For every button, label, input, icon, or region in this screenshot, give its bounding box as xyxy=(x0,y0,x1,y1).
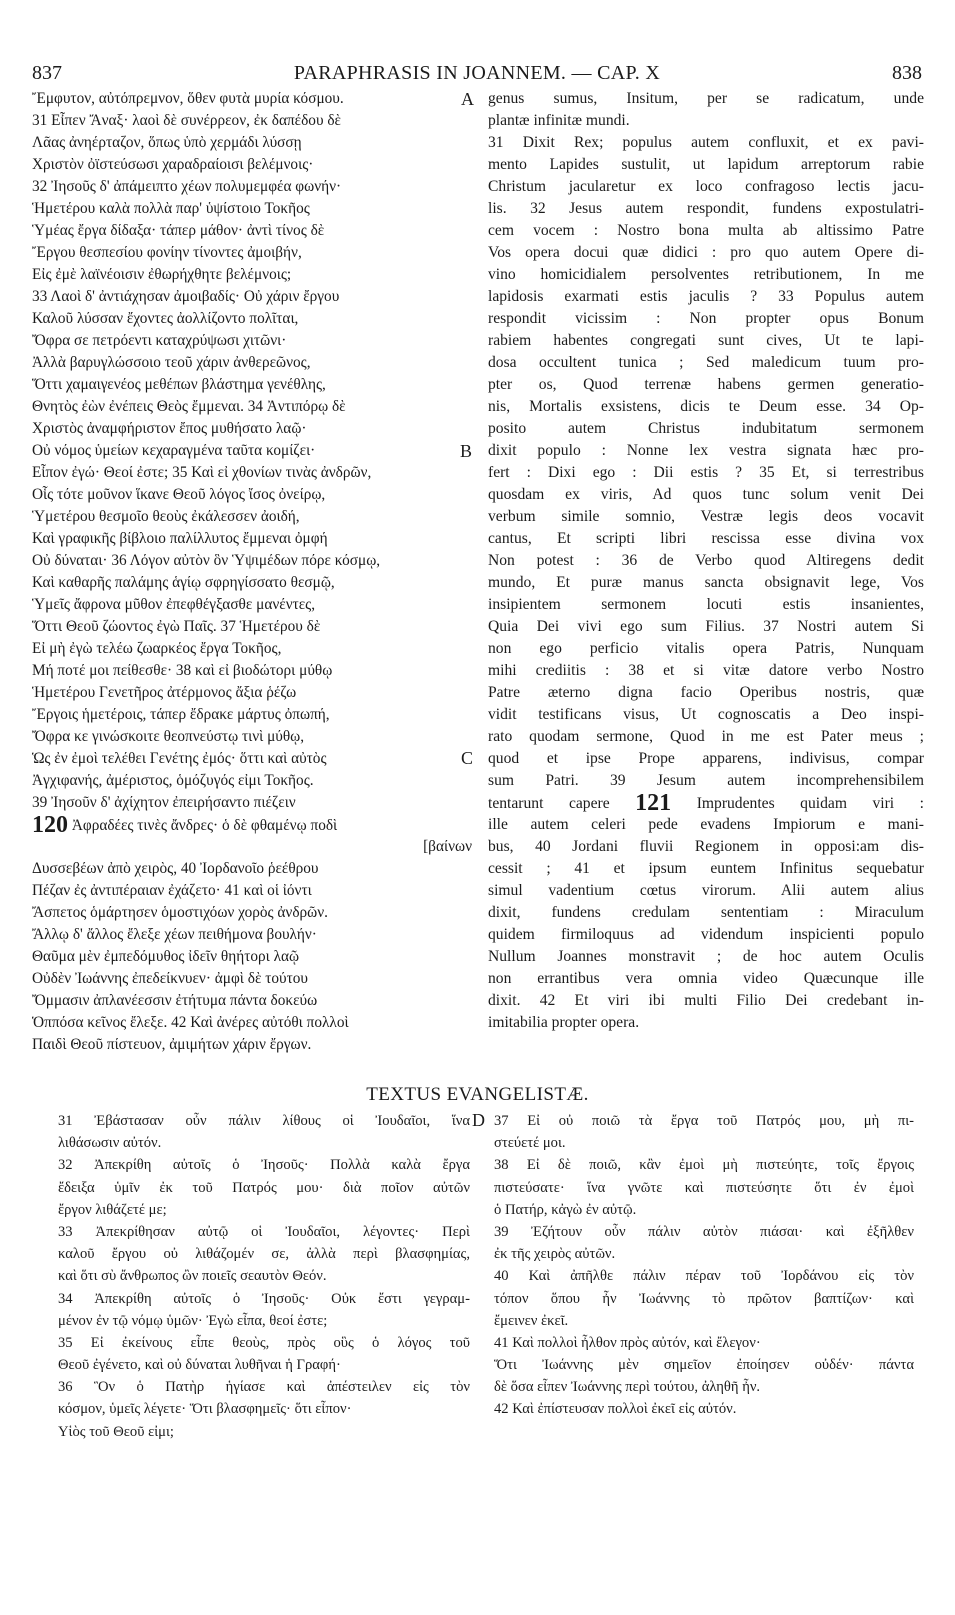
greek-verse-line: Ἡμετέρου καλὰ πολλὰ παρ' ὑψίστοιο Τοκῆος xyxy=(32,200,310,217)
margin-letter-a: A xyxy=(461,89,474,109)
greek-verse-line: Ὄμμασιν ἀπλανέεσσιν ἐτήτυμα πάντα δοκεύω xyxy=(32,992,318,1009)
greek-verse-line: 31 Εἶπεν Ἄναξ· λαοὶ δὲ συνέρρεον, ἐκ δαπέδου δὲ xyxy=(32,112,341,129)
gospel-verse-line: 41 Καὶ πολλοὶ ἦλθον πρὸς αὐτόν, καὶ ἔλεγον· xyxy=(494,1334,761,1351)
latin-paraphrase-column xyxy=(488,88,924,1034)
latin-prose-line: cem vocem : Nostro bona multa ab altissimo Patre xyxy=(488,222,924,239)
greek-verse-line: Ὁππόσα κεῖνος ἔλεξε. 42 Καὶ ἀνέρες αὐτόθι πολλοὶ xyxy=(32,1014,349,1031)
greek-verse-line: Ὑμέας ἔργα δίδαξα· τάπερ μάθον· ἀντὶ τίνος δὲ xyxy=(32,222,325,239)
latin-prose-line: sum Patri. 39 Jesum autem incomprehensibilem xyxy=(488,772,924,789)
gospel-verse-line: 40 Καὶ ἀπῆλθε πάλιν πέραν τοῦ Ἰορδάνου εἰς τὸν xyxy=(494,1268,914,1285)
greek-verse-line: Οὐ νόμος ὑμείων κεχαραγμένα ταῦτα κομίζει· xyxy=(32,442,316,459)
latin-prose-line: verbum simile somnio, Vestræ legis deos vocavit xyxy=(488,508,924,525)
greek-verse-line: Πέζαν ἐς ἀντιπέραιαν ἐχάζετο· 41 καὶ οἱ ἰόντι xyxy=(32,882,312,899)
gospel-verse-line: δὲ ὅσα εἶπεν Ἰωάννης περὶ τούτου, ἀληθῆ ἦν. xyxy=(494,1379,761,1396)
latin-prose-line: insipientem sermonem locuti estis insanientes, xyxy=(488,596,924,613)
page-number-right: 838 xyxy=(892,62,922,84)
gospel-verse-line: 42 Καὶ ἐπίστευσαν πολλοὶ ἐκεῖ εἰς αὐτόν. xyxy=(494,1401,737,1418)
latin-prose-line: genus sumus, Insitum, per se radicatum, unde xyxy=(488,90,924,107)
latin-prose-line: respondit vicissim : Non propter opus Bonum xyxy=(488,310,924,327)
gospel-verse-line: 37 Εἰ οὐ ποιῶ τὰ ἔργα τοῦ Πατρός μου, μὴ πι- xyxy=(494,1113,914,1129)
greek-line-continuation: [βαίνων xyxy=(423,838,472,855)
latin-prose-line: posito autem Christus indubitatum sermonem xyxy=(488,420,924,437)
latin-prose-line: Nullum Joannes monstravit ; de hoc autem Oculis xyxy=(488,948,924,965)
greek-verse-line: Ἀγχιφανής, ἀμέριστος, ὁμόζυγός εἰμι Τοκῆος. xyxy=(32,772,314,789)
greek-verse-line: Μή ποτέ μοι πείθεσθε· 38 καὶ εἰ βιοδώτορι μύθῳ xyxy=(32,662,333,679)
greek-verse-line: Ἀλλὰ βαρυγλώσσοιο τεοῦ χάριν ἀνθερεῶνος, xyxy=(32,354,311,371)
greek-paraphrase-column xyxy=(32,88,472,1056)
latin-line-121 xyxy=(488,792,924,814)
greek-verse-line: Θνητὸς ἐὼν ἐνέπεις Θεὸς ἔμμεναι. 34 Ἀντιπόρῳ δὲ xyxy=(32,398,346,415)
gospel-verse-line: ἔργον λιθάζετέ με; xyxy=(58,1201,167,1218)
greek-verse-line: Ὑμετέρου θεσμοῖο θεοὺς ἐκάλεσσεν ἀοιδή, xyxy=(32,508,300,525)
gospel-verse-line: τόπον ὅπου ἦν Ἰωάννης τὸ πρῶτον βαπτίζων· καὶ xyxy=(494,1290,914,1307)
latin-prose-line: ille autem celeri pede evadens Impiorum e mani- xyxy=(488,816,924,833)
latin-prose-line: mento Lapides sustulit, ut lapidum arreptorum rabie xyxy=(488,156,924,173)
greek-verse-line: Χριστὸς ἀναμφήριστον ἔπος μυθήσατο λαῷ· xyxy=(32,420,307,437)
latin-prose-line: quosdam ex viris, Ad quos tunc solum venit Dei xyxy=(488,486,924,503)
gospel-text-left-column xyxy=(58,1110,470,1443)
latin-prose-line: rato quodam sermone, Quod in me est Pater meus ; xyxy=(488,728,924,745)
latin-prose-line: dosa occultent tunica ; Sed maledicum tuum pro- xyxy=(488,354,924,371)
greek-verse-line: Ἡμετέρου Γενετῆρος ἀτέρμονος ἄξια ῥέζω xyxy=(32,684,297,701)
big-line-number: 121 xyxy=(635,792,672,814)
gospel-verse-line: πιστεύσατε· ἵνα γνῶτε καὶ πιστεύσητε ὅτι ἐν ἐμοὶ xyxy=(494,1179,914,1196)
gospel-verse-line: Υἱὸς τοῦ Θεοῦ εἰμι; xyxy=(58,1423,174,1440)
greek-verse-line: Ὄφρα σε πετρόεντι καταχρύψωσι χιτῶνι· xyxy=(32,332,287,349)
latin-prose-line: plantæ infinitæ mundi. xyxy=(488,112,630,129)
greek-verse-line: Οἷς τότε μοῦνον ἵκανε Θεοῦ λόγος ἴσος ὀνείρῳ, xyxy=(32,486,326,503)
greek-verse-line: 39 Ἰησοῦν δ' ἀχίχητον ἐπειρήσαντο πιέζειν xyxy=(32,794,296,811)
latin-prose-line: non errantibus vera omnia video Quæcunque ille xyxy=(488,970,924,987)
latin-prose-line: mundo, Et puræ manus sancta obsignavit lege, Vos xyxy=(488,574,924,591)
latin-prose-line: Quia Dei vivi ego sum Filius. 37 Nostri autem Si xyxy=(488,618,924,635)
greek-verse-line: Ἔργου θεσπεσίου φονίην τίνοντες ἀμοιβήν, xyxy=(32,244,302,261)
greek-verse-line: Ὡς ἐν ἐμοὶ τελέθει Γενέτης ἐμός· ὅττι καὶ αὐτὸς xyxy=(32,750,327,767)
greek-verse-line: Ὅττι χαμαιγενέος μεθέπων βλάστημα γενέθλης, xyxy=(32,376,326,393)
latin-prose-line: simul vadentium cœtus virorum. Alii autem alius xyxy=(488,882,924,899)
gospel-verse-line: λιθάσωσιν αὐτόν. xyxy=(58,1135,162,1152)
gospel-verse-line: 32 Ἀπεκρίθη αὐτοῖς ὁ Ἰησοῦς· Πολλὰ καλὰ ἔργα xyxy=(58,1157,470,1174)
latin-prose-line: vidit testificans visus, Ut cognoscatis a Deo inspi- xyxy=(488,706,924,723)
greek-verse-line: Λᾶας ἀνηέρταζον, ὅπως ὑπὸ χερμάδι λύσσῃ xyxy=(32,134,302,151)
gospel-verse-line: Θεοῦ ἐγένετο, καὶ οὐ δύναται λυθῆναι ἡ Γραφή· xyxy=(58,1357,341,1374)
gospel-verse-line: 35 Εἰ ἐκείνους εἶπε θεοὺς, πρὸς οὓς ὁ λόγος τοῦ xyxy=(58,1334,470,1351)
latin-prose-line: mihi crediitis : 38 et si vitæ datore verbo Nostro xyxy=(488,662,924,679)
gospel-verse-line: 34 Ἀπεκρίθη αὐτοῖς ὁ Ἰησοῦς· Οὐκ ἔστι γεγραμ- xyxy=(58,1290,470,1307)
latin-prose-line: non ego perficio vitalis opera Patris, Nunquam xyxy=(488,640,924,657)
greek-verse-line: 32 Ἰησοῦς δ' ἀπάμειπτο χέων πολυμεμφέα φωνήν· xyxy=(32,178,342,195)
greek-line-120 xyxy=(32,814,472,836)
gospel-verse-line: μένον ἐν τῷ νόμῳ ὑμῶν· Ἐγὼ εἶπα, θεοί ἐστε; xyxy=(58,1312,328,1329)
gospel-verse-line: 36 Ὃν ὁ Πατὴρ ἡγίασε καὶ ἀπέστειλεν εἰς τὸν xyxy=(58,1379,470,1396)
greek-verse-line: Καὶ καθαρῆς παλάμης ἁγίῳ σφρηγίσσατο θεσμῷ, xyxy=(32,574,335,591)
latin-prose-line: Christum jacularetur ex loco confragoso lectis jacu- xyxy=(488,178,924,195)
latin-prose-line: pter os, Quod terrenæ habens germen generatio- xyxy=(488,376,924,393)
gospel-verse-line: 31 Ἐβάστασαν οὖν πάλιν λίθους οἱ Ἰουδαῖοι, ἵνα xyxy=(58,1113,470,1129)
gospel-verse-line: ἐκ τῆς χειρὸς αὐτῶν. xyxy=(494,1246,616,1263)
gospel-verse-line: 39 Ἐζήτουν οὖν πάλιν αὐτὸν πιάσαι· καὶ ἐξῆλθεν xyxy=(494,1223,914,1240)
greek-verse-line: 33 Λαοὶ δ' ἀντιάχησαν ἀμοιβαδίς· Οὐ χάριν ἔργου xyxy=(32,288,340,305)
margin-letter-d: D xyxy=(472,1110,485,1130)
latin-prose-line: 31 Dixit Rex; populus autem confluxit, et ex pavi- xyxy=(488,134,924,151)
greek-verse-line: Εἰς ἐμὲ λαϊνέοισιν ἐθωρήχθητε βελέμνοις; xyxy=(32,266,292,283)
latin-prose-line: bus, 40 Jordani fluvii Regionem in opposi:am dis- xyxy=(488,838,924,855)
greek-verse-line: Οὐ δύναται· 36 Λόγον αὐτὸν ὃν Ὑψιμέδων πόρε κόσμῳ, xyxy=(32,552,381,569)
latin-line-text: tentarunt capere xyxy=(488,795,610,812)
latin-prose-line: quidem firmiloquus ad videndum inspicienti populo xyxy=(488,926,924,943)
greek-line-text: Ἀφραδέες τινὲς ἄνδρες· ὁ δὲ φθαμένῳ ποδὶ xyxy=(71,817,338,834)
latin-prose-line: imitabilia propter opera. xyxy=(488,1014,640,1031)
gospel-verse-line: ἔμεινεν ἐκεῖ. xyxy=(494,1312,569,1329)
latin-prose-line: cantus, Et scripti libri rescissa esse divina vox xyxy=(488,530,924,547)
greek-verse-line: Χριστὸν ὀϊστεύσωσι χαραδραίοισι βελέμνοις· xyxy=(32,156,314,173)
greek-verse-line: Ὑμεῖς ἄφρονα μῦθον ἐπεφθέγξασθε μανέντες, xyxy=(32,596,316,613)
gospel-verse-line: Ὅτι Ἰωάννης μὲν σημεῖον ἐποίησεν οὐδέν· πάντα xyxy=(494,1357,914,1374)
latin-prose-line: quod et ipse Prope apparens, indivisus, compar xyxy=(488,750,924,767)
running-header xyxy=(32,62,922,86)
greek-verse-line: Εἰ μὴ ἐγὼ τελέω ζωαρκέος ἔργα Τοκῆος, xyxy=(32,640,282,657)
latin-prose-line: dixit populo : Nonne lex vestra signata hæc pro- xyxy=(488,442,924,459)
gospel-verse-line: κόσμον, ὑμεῖς λέγετε· Ὅτι βλασφημεῖς· ὅτι εἶπον· xyxy=(58,1401,352,1418)
latin-prose-line: Patre æterno digna facio Operibus nostris, quæ xyxy=(488,684,924,701)
greek-verse-line: Οὐδὲν Ἰωάννης ἐπεδείκνυεν· ἀμφὶ δὲ τούτου xyxy=(32,970,308,987)
greek-verse-line: Ἄλλῳ δ' ἄλλος ἔλεξε χέων πειθήμονα βουλήν· xyxy=(32,926,317,943)
latin-prose-line: dixit, fundens credulam sententiam : Miraculum xyxy=(488,904,924,921)
gospel-verse-line: 38 Εἰ δὲ ποιῶ, κἂν ἐμοὶ μὴ πιστεύητε, τοῖς ἔργοις xyxy=(494,1157,914,1174)
gospel-verse-line: καλοῦ ἔργου οὐ λιθάζομέν σε, ἀλλὰ περὶ βλασφημίας, xyxy=(58,1246,470,1263)
greek-verse-line: Καλοῦ λύσσαν ἔχοντες ἀολλίζοντο πολῖται, xyxy=(32,310,299,327)
greek-verse-line: Παιδὶ Θεοῦ πίστευον, ἀμιμήτων χάριν ἔργων. xyxy=(32,1036,312,1053)
gospel-verse-line: ἔδειξα ὑμῖν ἐκ τοῦ Πατρός μου· διὰ ποῖον αὐτῶν xyxy=(58,1179,470,1196)
greek-verse-line: Ὅττι Θεοῦ ζώοντος ἐγὼ Παῖς. 37 Ἡμετέρου δὲ xyxy=(32,618,321,635)
gospel-verse-line: καὶ ὅτι σὺ ἄνθρωπος ὢν ποιεῖς σεαυτὸν Θεόν. xyxy=(58,1268,327,1285)
margin-letter-b: B xyxy=(460,441,473,461)
greek-verse-line: Δυσσεβέων ἀπὸ χειρὸς, 40 Ἰορδανοῖο ῥεέθρου xyxy=(32,860,319,877)
latin-line-text: Imprudentes quidam viri : xyxy=(696,795,924,812)
greek-verse-line: Ἄσπετος ὁμάρτησεν ὁμοστιχόων χορὸς ἀνδρῶν. xyxy=(32,904,328,921)
latin-prose-line: dixit. 42 Et viri ibi multi Filio Dei credebant in- xyxy=(488,992,924,1009)
gospel-verse-line: στεύετέ μοι. xyxy=(494,1135,566,1152)
latin-prose-line: vino homicidialem persolventes retributionem, In me xyxy=(488,266,924,283)
big-line-number: 120 xyxy=(32,814,68,836)
gospel-verse-line: ὁ Πατήρ, κἀγὼ ἐν αὐτῷ. xyxy=(494,1201,637,1218)
gospel-verse-line: 33 Ἀπεκρίθησαν αὐτῷ οἱ Ἰουδαῖοι, λέγοντες· Περὶ xyxy=(58,1223,470,1240)
page-number-left: 837 xyxy=(32,62,62,84)
latin-prose-line: lis. 32 Jesus autem respondit, fundens expostulatri- xyxy=(488,200,924,217)
section-title: TEXTUS EVANGELISTÆ. xyxy=(366,1084,589,1105)
latin-prose-line: cessit ; 41 et ipsum euntem Infinitus sequebatur xyxy=(488,860,924,877)
page-title: PARAPHRASIS IN JOANNEM. — CAP. X xyxy=(293,62,661,84)
greek-verse-line: Ὄφρα κε γινώσκοιτε θεοπνεύστῳ τινὶ μύθῳ, xyxy=(32,728,305,745)
latin-prose-line: rabiem habentes congregati sunt cives, Ut te lapi- xyxy=(488,332,924,349)
latin-prose-line: Non potest : 36 de Verbo quod Altiregens dedit xyxy=(488,552,924,569)
latin-prose-line: lapidosis exarmati estis jaculis ? 33 Populus autem xyxy=(488,288,924,305)
greek-verse-line: Ἔμφυτον, αὐτόπρεμνον, ὅθεν φυτὰ μυρία κόσμου. xyxy=(32,90,344,107)
latin-prose-line: fert : Dixi ego : Dii estis ? 35 Et, si terrestribus xyxy=(488,464,924,481)
margin-letter-c: C xyxy=(461,748,474,768)
greek-verse-line: Εἶπον ἐγώ· Θεοί ἐστε; 35 Καὶ εἰ χθονίων τινὰς ἀνδρῶν, xyxy=(32,464,372,481)
gospel-text-right-column xyxy=(494,1110,914,1421)
greek-verse-line: Ἔργοις ἡμετέροις, τάπερ ἔδρακε μάρτυς ὀπωπή, xyxy=(32,706,330,723)
greek-verse-line: Καὶ γραφικῆς βίβλοιο παλίλλυτος ἔμμεναι ὀμφή xyxy=(32,530,328,547)
latin-prose-line: Vos opera docui quæ didici : pro quo autem Opere di- xyxy=(488,244,924,261)
latin-prose-line: nis, Mortalis exsistens, dicis te Deum esse. 34 Op- xyxy=(488,398,924,415)
greek-verse-line: Θαῦμα μὲν ἐμπεδόμυθος ἰδεῖν θηήτορι λαῷ xyxy=(32,948,300,965)
